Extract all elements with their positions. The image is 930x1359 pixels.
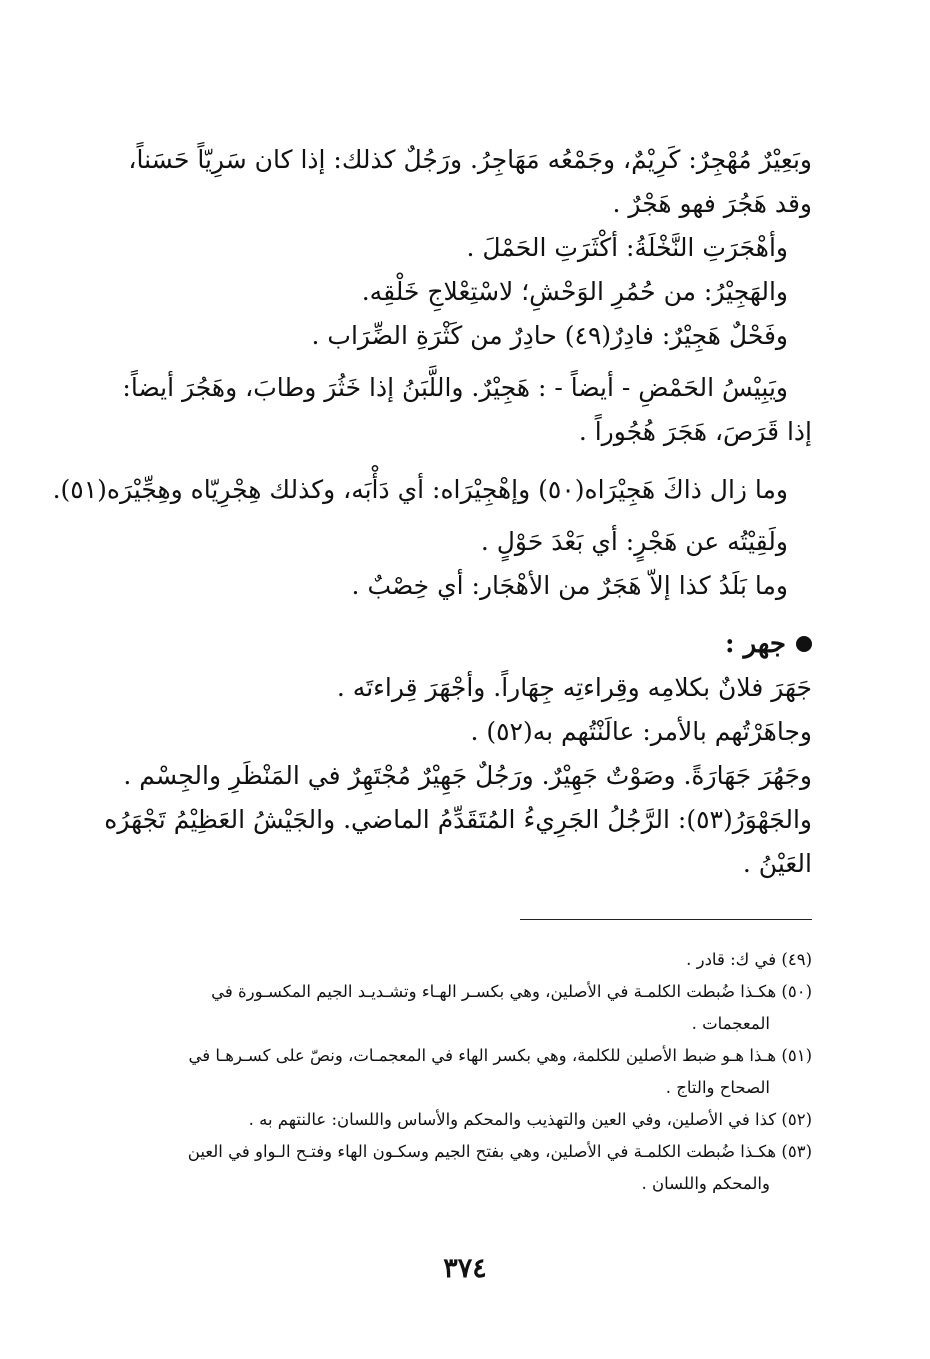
text-line: وجاهَرْتُهم بالأمر: عالَنْتُهم به(٥٢) . [470,717,812,746]
text-line: وفَحْلٌ هَجِيْرٌ: فادِرٌ(٤٩) حادِرٌ من كَثْرَةِ الضِّرَاب . [311,321,788,350]
text-line: وبَعِيْرٌ مُهْجِرٌ: كَرِيْمٌ، وجَمْعُه مَهَاجِرُ. ورَجُلٌ كذلك: إذا كان سَرِيّاً حَسَناً، [128,145,812,174]
footnote-line: (٥٠) هكـذا ضُبطت الكلمـة في الأصلين، وهي بكسـر الهـاء وتشـديـد الجيم المكسـورة في [211,982,812,1001]
bullet-icon [796,636,812,652]
entry-heading-label: جهر : [724,629,786,659]
text-line: والجَهْوَرُ(٥٣): الرَّجُلُ الجَرِيءُ المُتَقَدِّمُ الماضي. والجَيْشُ العَظِيْمُ تَجْهَرُه [104,805,812,834]
footnote-line: (٥٣) هكـذا ضُبطت الكلمـة في الأصلين، وهي بفتح الجيم وسكـون الهاء وفتـح الـواو في العين [187,1142,812,1161]
footnote-line: المعجمات . [691,1014,770,1033]
text-line: وجَهُرَ جَهَارَةً. وصَوْتٌ جَهِيْرٌ. ورَجُلٌ جَهِيْرٌ مُجْتَهِرٌ في المَنْظَرِ والجِسْم . [123,761,812,790]
text-line: وما زال ذاكَ هَجِيْرَاه(٥٠) وإهْجِيْرَاه: أي دَأْبَه، وكذلك هِجْرِيّاه وهِجِّيْرَه(٥١). [52,475,788,504]
text-line: إذا قَرَصَ، هَجَرَ هُجُوراً . [578,417,812,446]
footnotes-block [78,945,812,1201]
text-line: والهَجِيْرُ: من حُمُرِ الوَحْشِ؛ لاسْتِعْلاجِ خَلْقِه. [361,277,788,306]
text-line: جَهَرَ فلانٌ بكلامِه وقِراءتِه جِهَاراً. وأجْهَرَ قِراءتَه . [336,673,812,702]
page-number: ٣٧٤ [443,1253,487,1284]
text-line: وقد هَجُرَ فهو هَجْرٌ . [612,189,812,218]
text-line: وأهْجَرَتِ النَّخْلَةُ: أكْثَرَتِ الحَمْلَ . [466,233,788,262]
footnote-separator [520,919,812,920]
text-line: وما بَلَدُ كذا إلاّ هَجَرٌ من الأهْجَار: أي خِصْبٌ . [351,571,788,600]
footnote-line: (٥٢) كذا في الأصلين، وفي العين والتهذيب والمحكم والأساس واللسان: عالنتهم به . [248,1110,812,1129]
text-line: ويَبِيْسُ الحَمْضِ - أيضاً - : هَجِيْرٌ. واللَّبَنُ إذا خَثُرَ وطابَ، وهَجُرَ أيضاً: [122,373,788,402]
main-text-block [52,138,812,886]
text-line: العَيْنُ . [742,849,812,878]
text-line: ولَقِيْتُه عن هَجْرٍ: أي بَعْدَ حَوْلٍ . [480,527,788,556]
footnote-line: الصحاح والتاج . [665,1078,770,1097]
footnote-line: والمحكم واللسان . [641,1174,770,1193]
footnote-line: (٤٩) في ك: قادر . [686,950,812,969]
entry-heading [60,622,812,666]
footnote-line: (٥١) هـذا هـو ضبط الأصلين للكلمة، وهي بكسر الهاء في المعجمـات، ونصّ على كسـرهـا في [188,1046,812,1065]
